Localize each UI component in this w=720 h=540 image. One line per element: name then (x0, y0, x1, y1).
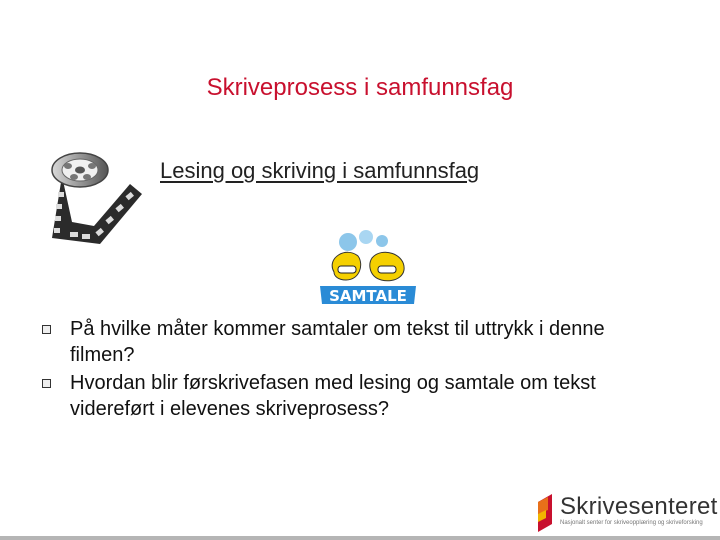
bullet-square-icon (42, 325, 51, 334)
bullet-list (42, 316, 662, 424)
list-item (42, 370, 662, 422)
bullet-square-icon (42, 379, 51, 388)
list-item (42, 316, 662, 368)
samtale-illustration (316, 228, 420, 306)
samtale-label: SAMTALE (329, 287, 407, 305)
film-reel-icon (44, 146, 150, 246)
skrivesenteret-logo-mark (536, 494, 558, 532)
bullet-text: Hvordan blir førskrivefasen med lesing og samtale om tekst videreført i elevenes skriveprosess? (70, 372, 596, 420)
slide-title: Skriveprosess i samfunnsfag (206, 74, 514, 101)
bottom-bar (0, 536, 720, 540)
skrivesenteret-logo (536, 492, 718, 534)
logo-name: Skrivesenteret (560, 493, 718, 520)
logo-tagline: Nasjonalt senter for skriveopplæring og skriveforsking (560, 520, 703, 526)
bullet-text: På hvilke måter kommer samtaler om tekst til uttrykk i denne filmen? (70, 318, 605, 366)
slide-subtitle: Lesing og skriving i samfunnsfag (160, 158, 480, 183)
